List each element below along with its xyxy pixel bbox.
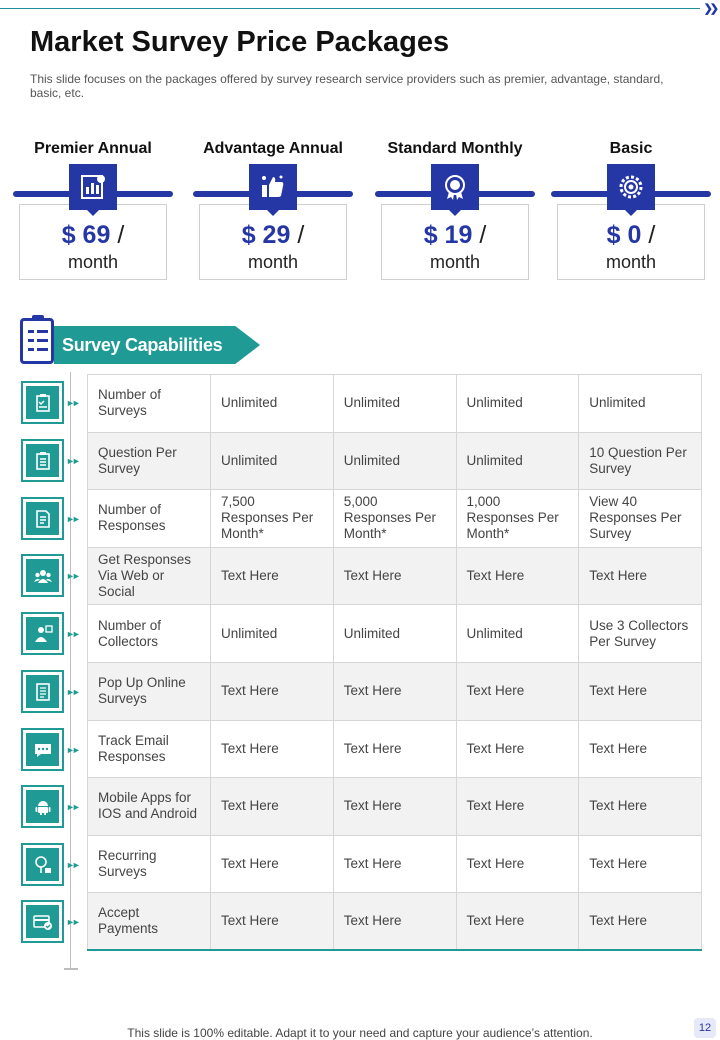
package-name: Premier Annual <box>34 140 152 157</box>
value-cell: Text Here <box>211 547 334 605</box>
value-cell: 5,000 Responses Per Month* <box>333 490 456 548</box>
package-amount: $ 69 <box>61 221 111 249</box>
package-unit: month <box>247 252 299 272</box>
package-amount: $ 0 <box>606 221 642 249</box>
page-title: Market Survey Price Packages <box>30 26 450 58</box>
value-cell: Text Here <box>333 893 456 951</box>
form-icon <box>21 670 64 713</box>
page-number: 12 <box>694 1018 716 1038</box>
feature-cell: Number of Collectors <box>88 605 211 663</box>
value-cell: Unlimited <box>211 605 334 663</box>
package-notch <box>625 210 637 216</box>
package-unit: month <box>429 252 481 272</box>
value-cell: Text Here <box>456 893 579 951</box>
package-basic <box>551 140 711 285</box>
value-cell: Text Here <box>579 662 702 720</box>
package-notch <box>87 210 99 216</box>
value-cell: Text Here <box>333 662 456 720</box>
value-cell: Unlimited <box>333 605 456 663</box>
value-cell: Use 3 Collectors Per Survey <box>579 605 702 663</box>
row-arrow-icon: ►► <box>66 571 78 581</box>
person-question-icon <box>21 612 64 655</box>
value-cell: Unlimited <box>211 375 334 433</box>
chat-bubble-icon <box>21 728 64 771</box>
android-icon <box>21 785 64 828</box>
value-cell: Text Here <box>211 893 334 951</box>
package-notch <box>449 210 461 216</box>
gear-icon <box>607 164 655 210</box>
feature-cell: Track Email Responses <box>88 720 211 778</box>
package-name: Standard Monthly <box>387 140 523 157</box>
value-cell: 7,500 Responses Per Month* <box>211 490 334 548</box>
value-cell: Unlimited <box>456 375 579 433</box>
package-unit: month <box>605 252 657 272</box>
value-cell: 10 Question Per Survey <box>579 432 702 490</box>
table-row <box>88 605 702 663</box>
credit-card-check-icon <box>21 900 64 943</box>
value-cell: Text Here <box>579 835 702 893</box>
value-cell: View 40 Responses Per Survey <box>579 490 702 548</box>
award-badge-icon <box>431 164 479 210</box>
value-cell: Text Here <box>456 778 579 836</box>
timeline-end <box>64 968 78 970</box>
package-amount: $ 19 <box>423 221 473 249</box>
row-arrow-icon: ►► <box>66 745 78 755</box>
value-cell: Text Here <box>456 662 579 720</box>
checklist-icon <box>21 381 64 424</box>
footer-note: This slide is 100% editable. Adapt it to your need and capture your audience’s attention. <box>127 1026 593 1040</box>
package-separator: / <box>117 221 125 249</box>
value-cell: Text Here <box>456 835 579 893</box>
row-arrow-icon: ►► <box>66 860 78 870</box>
package-separator: / <box>297 221 305 249</box>
feature-cell: Pop Up Online Surveys <box>88 662 211 720</box>
package-notch <box>267 210 279 216</box>
feature-cell: Question Per Survey <box>88 432 211 490</box>
package-advantage-annual <box>193 140 353 285</box>
value-cell: Text Here <box>333 778 456 836</box>
value-cell: Text Here <box>333 720 456 778</box>
row-arrow-icon: ►► <box>66 398 78 408</box>
search-person-icon <box>21 843 64 886</box>
clipboard-list-icon <box>20 318 54 364</box>
page-subtitle: This slide focuses on the packages offered by survey research service providers such as premier, advantage, standard, basic, etc. <box>30 72 664 100</box>
table-row <box>88 778 702 836</box>
table-row <box>88 662 702 720</box>
value-cell: Text Here <box>333 547 456 605</box>
feature-cell: Mobile Apps for IOS and Android <box>88 778 211 836</box>
package-unit: month <box>67 252 119 272</box>
capabilities-title: Survey Capabilities <box>62 335 223 355</box>
row-arrow-icon: ►► <box>66 456 78 466</box>
top-rule <box>0 8 700 9</box>
row-arrow-icon: ►► <box>66 629 78 639</box>
table-row <box>88 375 702 433</box>
value-cell: Unlimited <box>333 432 456 490</box>
value-cell: Text Here <box>579 778 702 836</box>
feature-cell: Number of Surveys <box>88 375 211 433</box>
package-standard-monthly <box>375 140 535 285</box>
thumbs-up-icon <box>249 164 297 210</box>
package-name: Basic <box>609 140 653 157</box>
package-amount: $ 29 <box>241 221 291 249</box>
table-row <box>88 432 702 490</box>
capabilities-header <box>18 318 268 368</box>
package-separator: / <box>648 221 656 249</box>
value-cell: Text Here <box>211 835 334 893</box>
value-cell: 1,000 Responses Per Month* <box>456 490 579 548</box>
package-premier-annual <box>13 140 173 285</box>
value-cell: Unlimited <box>456 432 579 490</box>
value-cell: Text Here <box>456 547 579 605</box>
row-arrow-icon: ►► <box>66 687 78 697</box>
value-cell: Text Here <box>579 893 702 951</box>
table-row <box>88 835 702 893</box>
row-arrow-icon: ►► <box>66 802 78 812</box>
feature-cell: Accept Payments <box>88 893 211 951</box>
value-cell: Unlimited <box>211 432 334 490</box>
value-cell: Text Here <box>211 720 334 778</box>
double-chevron-right-icon[interactable]: ❯❯ <box>703 3 716 15</box>
value-cell: Unlimited <box>579 375 702 433</box>
value-cell: Text Here <box>579 547 702 605</box>
users-group-icon <box>21 554 64 597</box>
value-cell: Text Here <box>211 778 334 836</box>
table-row <box>88 490 702 548</box>
checklist-icon <box>21 439 64 482</box>
package-name: Advantage Annual <box>203 140 343 157</box>
document-icon <box>21 497 64 540</box>
row-arrow-icon: ►► <box>66 514 78 524</box>
table-row <box>88 720 702 778</box>
report-chart-icon <box>69 164 117 210</box>
row-arrow-icon: ►► <box>66 917 78 927</box>
package-separator: / <box>479 221 487 249</box>
value-cell: Unlimited <box>333 375 456 433</box>
table-row <box>88 893 702 951</box>
feature-cell: Get Responses Via Web or Social <box>88 547 211 605</box>
value-cell: Unlimited <box>456 605 579 663</box>
value-cell: Text Here <box>211 662 334 720</box>
value-cell: Text Here <box>579 720 702 778</box>
capabilities-table <box>87 374 702 951</box>
table-row <box>88 547 702 605</box>
value-cell: Text Here <box>456 720 579 778</box>
feature-cell: Number of Responses <box>88 490 211 548</box>
feature-cell: Recurring Surveys <box>88 835 211 893</box>
value-cell: Text Here <box>333 835 456 893</box>
